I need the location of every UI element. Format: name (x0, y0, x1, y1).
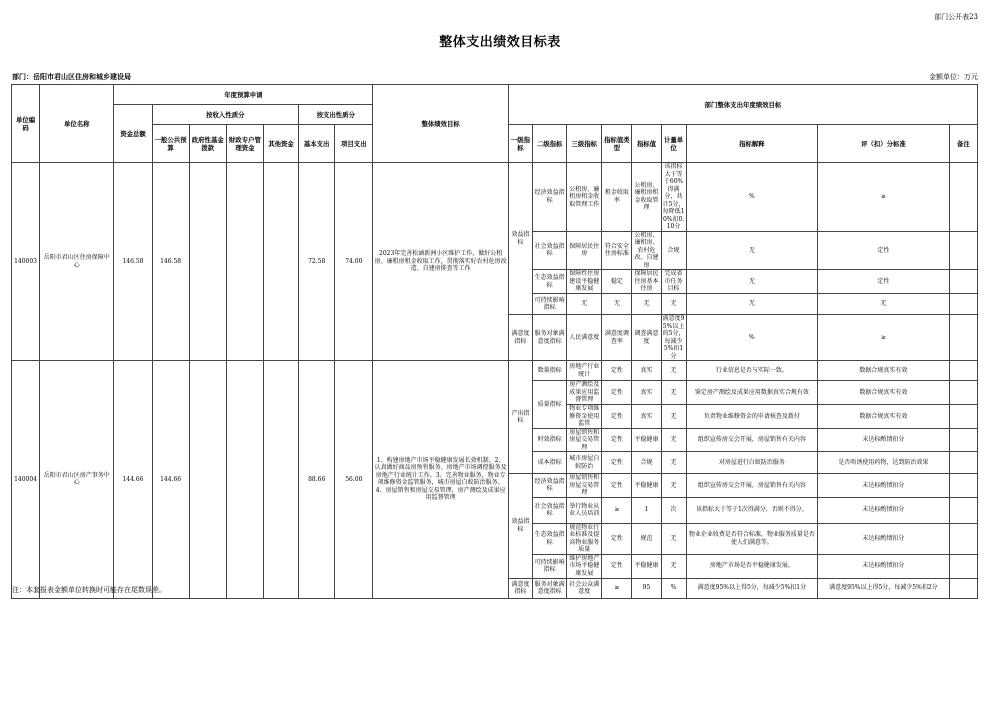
measure-unit: 无 (661, 554, 686, 578)
indicator-explain: 行业信息是否与实际一致。 (686, 361, 818, 381)
l3-indicator: 城市房屋白蚁防治 (567, 452, 602, 474)
l3-indicator: 维护房地产市场平稳健康发展 (567, 554, 602, 578)
value-type: 无 (602, 294, 632, 315)
remark (949, 361, 977, 381)
scoring-standard: 数据合规真实有效 (818, 381, 950, 405)
scoring-standard: 满意度95%以上得5分，每减少5%扣2分 (818, 578, 950, 598)
value-type: 定性 (602, 361, 632, 381)
remark (949, 523, 977, 554)
indicator-explain: 组织宣传房交会开展，房屋销售有关内容 (686, 428, 818, 452)
l2-indicator: 可持续影响指标 (533, 554, 567, 578)
total-amount: 146.58 (114, 163, 152, 361)
header-explain: 指标解释 (686, 125, 818, 163)
l3-indicator: 房屋销售和房屋交易管理 (567, 474, 602, 498)
scoring-standard: 定性 (818, 231, 950, 270)
measure-unit: 无 (661, 361, 686, 381)
measure-unit: 无 (661, 523, 686, 554)
header-unit: 计量单位 (661, 125, 686, 163)
value-type: ≥ (602, 497, 632, 523)
remark (949, 452, 977, 474)
project-expense: 56.00 (335, 361, 373, 599)
indicator-value: 保障居民住房基本住房 (632, 270, 661, 294)
gov-fund (189, 163, 226, 361)
l2-indicator: 数量指标 (533, 361, 567, 381)
measure-unit: 无 (661, 294, 686, 315)
measure-unit: % (661, 578, 686, 598)
header-annual-budget: 年度预算申请 (114, 85, 373, 105)
basic-expense: 88.66 (299, 361, 335, 599)
value-type: 租金收取率 (602, 163, 632, 232)
footnote: 注：本套报表金额单位转换时可能存在尾数误差。 (12, 586, 166, 594)
l2-indicator: 服务对象满意度指标 (533, 578, 567, 598)
indicator-value: 公租房、廉租房租金收取管理 (632, 163, 661, 232)
header-remark: 备注 (949, 125, 977, 163)
l3-indicator: 保障居民住房 (567, 231, 602, 270)
total-amount: 144.66 (114, 361, 152, 599)
header-by-nature: 按支出性质分 (299, 105, 373, 125)
unit-name: 岳阳市君山区住房保障中心 (40, 163, 114, 361)
header-other: 其他资金 (263, 125, 298, 163)
indicator-explain: 无 (686, 270, 818, 294)
indicator-value: 平稳健康 (632, 554, 661, 578)
measure-unit: 无 (661, 474, 686, 498)
gov-fund (189, 361, 226, 599)
header-project: 项目支出 (335, 125, 373, 163)
header-value-type: 指标值类型 (602, 125, 632, 163)
indicator-explain: 鉴定房产测绘及成果应用数据真实合规有效 (686, 381, 818, 405)
table-row (12, 163, 978, 232)
remark (949, 315, 977, 361)
indicator-explain: % (686, 163, 818, 232)
special-fund (226, 361, 263, 599)
l3-indicator: 举行物业从业人员培训 (567, 497, 602, 523)
header-dept-goal: 部门整体支出年度绩效目标 (508, 85, 977, 125)
indicator-value: 真实 (632, 361, 661, 381)
remark (949, 163, 977, 232)
scoring-standard: ≥ (818, 163, 950, 232)
header-scoring: 评（扣）分标准 (818, 125, 950, 163)
scoring-standard: 数据合规真实有效 (818, 405, 950, 429)
amount-unit-label: 金额单位：万元 (929, 73, 978, 81)
remark (949, 294, 977, 315)
l2-indicator: 可持续影响指标 (533, 294, 567, 315)
scoring-standard: 未达标酌情扣分 (818, 554, 950, 578)
header-basic: 基本支出 (299, 125, 335, 163)
header-gov-fund: 政府性基金拨款 (189, 125, 226, 163)
value-type: 定性 (602, 405, 632, 429)
header-general: 一般公共预算 (152, 125, 189, 163)
indicator-explain: 该指标大于等于1次得满分，否则不得分。 (686, 497, 818, 523)
unit-name: 岳阳市君山区房产事务中心 (40, 361, 114, 599)
measure-unit: 无 (661, 428, 686, 452)
l1-indicator: 效益指标 (508, 474, 532, 579)
basic-expense: 72.58 (299, 163, 335, 361)
remark (949, 270, 977, 294)
indicator-value: 无 (632, 294, 661, 315)
measure-unit: 该指标大于等于60%得满分，共计5分，每降低10%扣0.10分 (662, 163, 685, 230)
l3-indicator: 物业专项维修资金使用监管 (567, 405, 602, 429)
header-overall-goal: 整体绩效目标 (373, 85, 509, 163)
l3-indicator: 公租房、廉租房租金收取管理工作 (567, 163, 602, 232)
remark (949, 405, 977, 429)
unit-code: 140003 (12, 163, 40, 361)
measure-unit: 满意度95%以上的5分，每减少5%扣1分 (662, 315, 685, 360)
value-type: 符合安全住房标准 (602, 231, 632, 270)
indicator-explain: 物业企业收费是否符合标准，物业服务质量是否使人们满意等。 (686, 523, 818, 554)
l1-indicator: 满意度指标 (508, 315, 532, 361)
indicator-explain: 无 (686, 294, 818, 315)
scoring-standard: 未达标酌情扣分 (818, 497, 950, 523)
header-by-source: 按收入性质分 (152, 105, 299, 125)
scoring-standard: 未达标酌情扣分 (818, 523, 950, 554)
l3-indicator: 人民满意度 (567, 315, 602, 361)
l2-indicator: 服务对象满意度指标 (533, 315, 567, 361)
l2-indicator: 社会效益指标 (533, 231, 567, 270)
indicator-value: 公租房、廉租房、农村危改、自建房 (632, 231, 661, 270)
indicator-value: 平稳健康 (632, 428, 661, 452)
unit-code: 140004 (12, 361, 40, 599)
scoring-standard: 未达标酌情扣分 (818, 474, 950, 498)
l1-indicator: 满意度指标 (508, 578, 532, 598)
indicator-explain: 组织宣传房交会开展，房屋销售有关内容 (686, 474, 818, 498)
value-type: 稳定 (602, 270, 632, 294)
other-fund (263, 163, 298, 361)
indicator-value: 1 (632, 497, 661, 523)
measure-unit: 合规 (661, 231, 686, 270)
other-fund (263, 361, 298, 599)
l3-indicator: 无 (567, 294, 602, 315)
indicator-explain: 房地产市场是否平稳健康发展。 (686, 554, 818, 578)
l1-indicator: 产出指标 (508, 361, 532, 474)
l2-indicator: 质量指标 (533, 381, 567, 429)
header-special: 财政专户管理资金 (226, 125, 263, 163)
l3-indicator: 保障性住房建设平稳健康发展 (567, 270, 602, 294)
measure-unit: 完成省市任务目标 (661, 270, 686, 294)
l3-indicator: 房屋销售和房屋交易管理 (567, 428, 602, 452)
l2-indicator: 成本指标 (533, 452, 567, 474)
indicator-value: 真实 (632, 405, 661, 429)
table-row (12, 361, 978, 381)
indicator-explain: % (686, 315, 818, 361)
header-l3: 三级指标 (567, 125, 602, 163)
header-unit-code: 单位编码 (12, 85, 40, 163)
general-budget: 144.66 (152, 361, 189, 599)
measure-unit: 无 (661, 381, 686, 405)
l3-indicator: 房地产行业统计 (567, 361, 602, 381)
header-l2: 二级指标 (533, 125, 567, 163)
measure-unit: 次 (661, 497, 686, 523)
remark (949, 474, 977, 498)
remark (949, 554, 977, 578)
scoring-standard: ≥ (818, 315, 950, 361)
l3-indicator: 规范物业行业标准及提高物业服务质量 (567, 523, 602, 554)
remark (949, 231, 977, 270)
header-total: 资金总额 (114, 105, 152, 163)
indicator-value: 95 (632, 578, 661, 598)
value-type: 定性 (602, 523, 632, 554)
l2-indicator: 经济效益指标 (533, 474, 567, 498)
value-type: 定性 (602, 452, 632, 474)
value-type: 定性 (602, 428, 632, 452)
scoring-standard: 未达标酌情扣分 (818, 428, 950, 452)
remark (949, 578, 977, 598)
indicator-explain: 满意度95%以上得5分，每减少5%扣1分 (686, 578, 818, 598)
header-unit-name: 单位名称 (40, 85, 114, 163)
measure-unit: 无 (661, 405, 686, 429)
scoring-standard: 无 (818, 294, 950, 315)
l2-indicator: 时效指标 (533, 428, 567, 452)
header-l1: 一级指标 (508, 125, 532, 163)
indicator-explain: 无 (686, 231, 818, 270)
scoring-standard: 定性 (818, 270, 950, 294)
form-number: 部门公开表23 (934, 13, 978, 21)
performance-target-table (11, 84, 978, 599)
l3-indicator: 社会公众满意度 (567, 578, 602, 598)
indicator-value: 规范 (632, 523, 661, 554)
header-value: 指标值 (632, 125, 661, 163)
indicator-value: 真实 (632, 381, 661, 405)
remark (949, 381, 977, 405)
l2-indicator: 生态效益指标 (533, 523, 567, 554)
measure-unit: 无 (661, 452, 686, 474)
scoring-standard: 是否唔诱使用药物，达到防治效果 (818, 452, 950, 474)
indicator-explain: 对房屋进行白蚁防治服务 (686, 452, 818, 474)
remark (949, 497, 977, 523)
scoring-standard: 数据合规真实有效 (818, 361, 950, 381)
l2-indicator: 经济效益指标 (533, 163, 567, 232)
overall-goal-text: 1、构建房地产市场平稳健康发展长效机制。2、认真做好商品房预售服务、房地产市场调控服务及房地产行业统计工作。3、完善物业服务，物业专项维修资金监管服务，城市房屋白蚁防治服务。4、房屋销售和房屋交易管理，房产测绘及成果应用监督管理 (373, 361, 509, 599)
indicator-value: 合规 (632, 452, 661, 474)
general-budget: 146.58 (152, 163, 189, 361)
value-type: 定性 (602, 554, 632, 578)
project-expense: 74.00 (335, 163, 373, 361)
indicator-value: 平稳健康 (632, 474, 661, 498)
l2-indicator: 生态效益指标 (533, 270, 567, 294)
value-type: ≥ (602, 578, 632, 598)
l2-indicator: 社会效益指标 (533, 497, 567, 523)
value-type: 定性 (602, 381, 632, 405)
special-fund (226, 163, 263, 361)
value-type: 定性 (602, 474, 632, 498)
overall-goal-text: 2023年完善松涵新洲小区维护工作，做好公租房、廉租房租金收取工作，贯彻落实好农村危房改造、自建房排查等工作 (373, 163, 509, 361)
l1-indicator: 效益指标 (508, 163, 532, 315)
page-title: 整体支出绩效目标表 (439, 35, 561, 50)
department-label: 部门：岳阳市君山区住房和城乡建设局 (12, 72, 131, 81)
indicator-explain: 负责物业维修资金的申请核查及拨付 (686, 405, 818, 429)
indicator-value: 调查满意度 (632, 315, 661, 361)
value-type: 满意度调查率 (602, 315, 632, 361)
l3-indicator: 房产测绘及成果应用监督管理 (567, 381, 602, 405)
remark (949, 428, 977, 452)
